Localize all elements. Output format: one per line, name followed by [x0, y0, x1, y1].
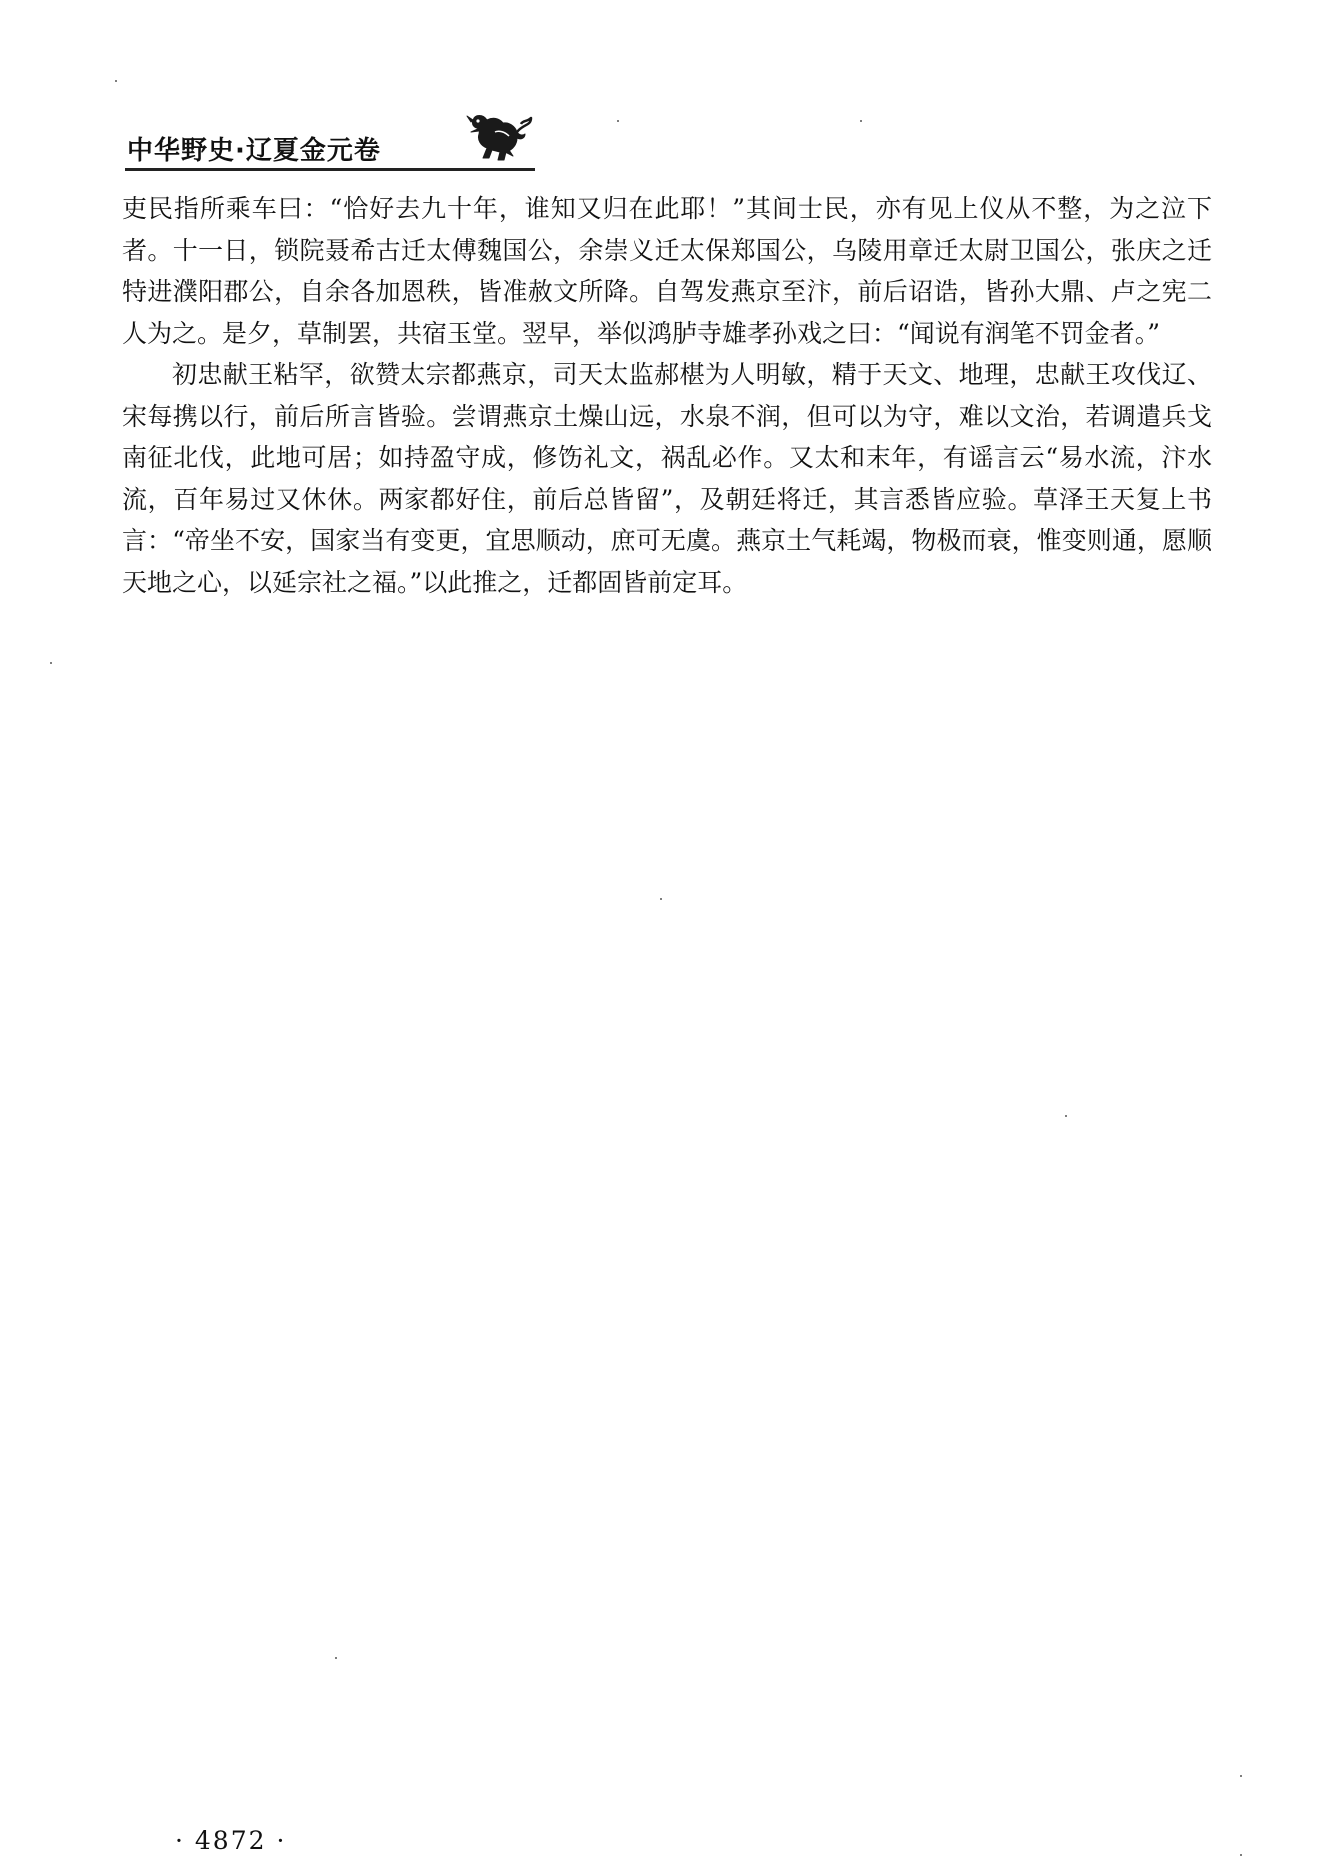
running-header [125, 118, 535, 174]
dragon-icon [465, 110, 535, 168]
scan-speck [50, 662, 52, 664]
main-text [122, 188, 1212, 603]
scan-speck [1065, 1115, 1067, 1117]
page-number: · 4872 · [175, 1826, 287, 1855]
scan-speck [860, 120, 862, 122]
scan-speck [115, 80, 117, 82]
scan-speck [1240, 1854, 1242, 1856]
scan-speck [335, 1657, 337, 1659]
paragraph-2: 初忠献王粘罕，欲赞太宗都燕京，司天太监郝椹为人明敏，精于天文、地理，忠献王攻伐辽、宋每携以行，前后所言皆验。尝谓燕京土燥山远，水泉不润，但可以为守，难以文治，若调遣兵戈南征北伐，此地可居；如持盈守成，修饬礼文，祸乱必作。又太和末年，有谣言云“易水流，汴水流，百年易过又休休。两家都好住，前后总皆留”，及朝廷将迁，其言悉皆应验。草泽王天复上书言：“帝坐不安，国家当有变更，宜思顺动，庶可无虞。燕京土气耗竭，物极而衰，惟变则通，愿顺天地之心，以延宗社之福。”以此推之，迁都固皆前定耳。 [122, 360, 1212, 597]
scan-speck [1240, 1775, 1242, 1777]
header-divider [125, 168, 535, 171]
paragraph-1: 吏民指所乘车曰：“恰好去九十年，谁知又归在此耶！”其间士民，亦有见上仪从不整，为之泣下者。十一日，锁院聂希古迁太傅魏国公，余崇义迁太保郑国公，乌陵用章迁太尉卫国公，张庆之迁特进濮阳郡公，自余各加恩秩，皆准赦文所降。自驾发燕京至汴，前后诏诰，皆孙大鼎、卢之宪二人为之。是夕，草制罢，共宿玉堂。翌早，举似鸿胪寺雄孝孙戏之曰：“闻说有润笔不罚金者。” [122, 194, 1212, 348]
book-title: 中华野史·辽夏金元卷 [127, 136, 381, 166]
scan-speck [660, 898, 662, 900]
scan-speck [617, 120, 619, 122]
